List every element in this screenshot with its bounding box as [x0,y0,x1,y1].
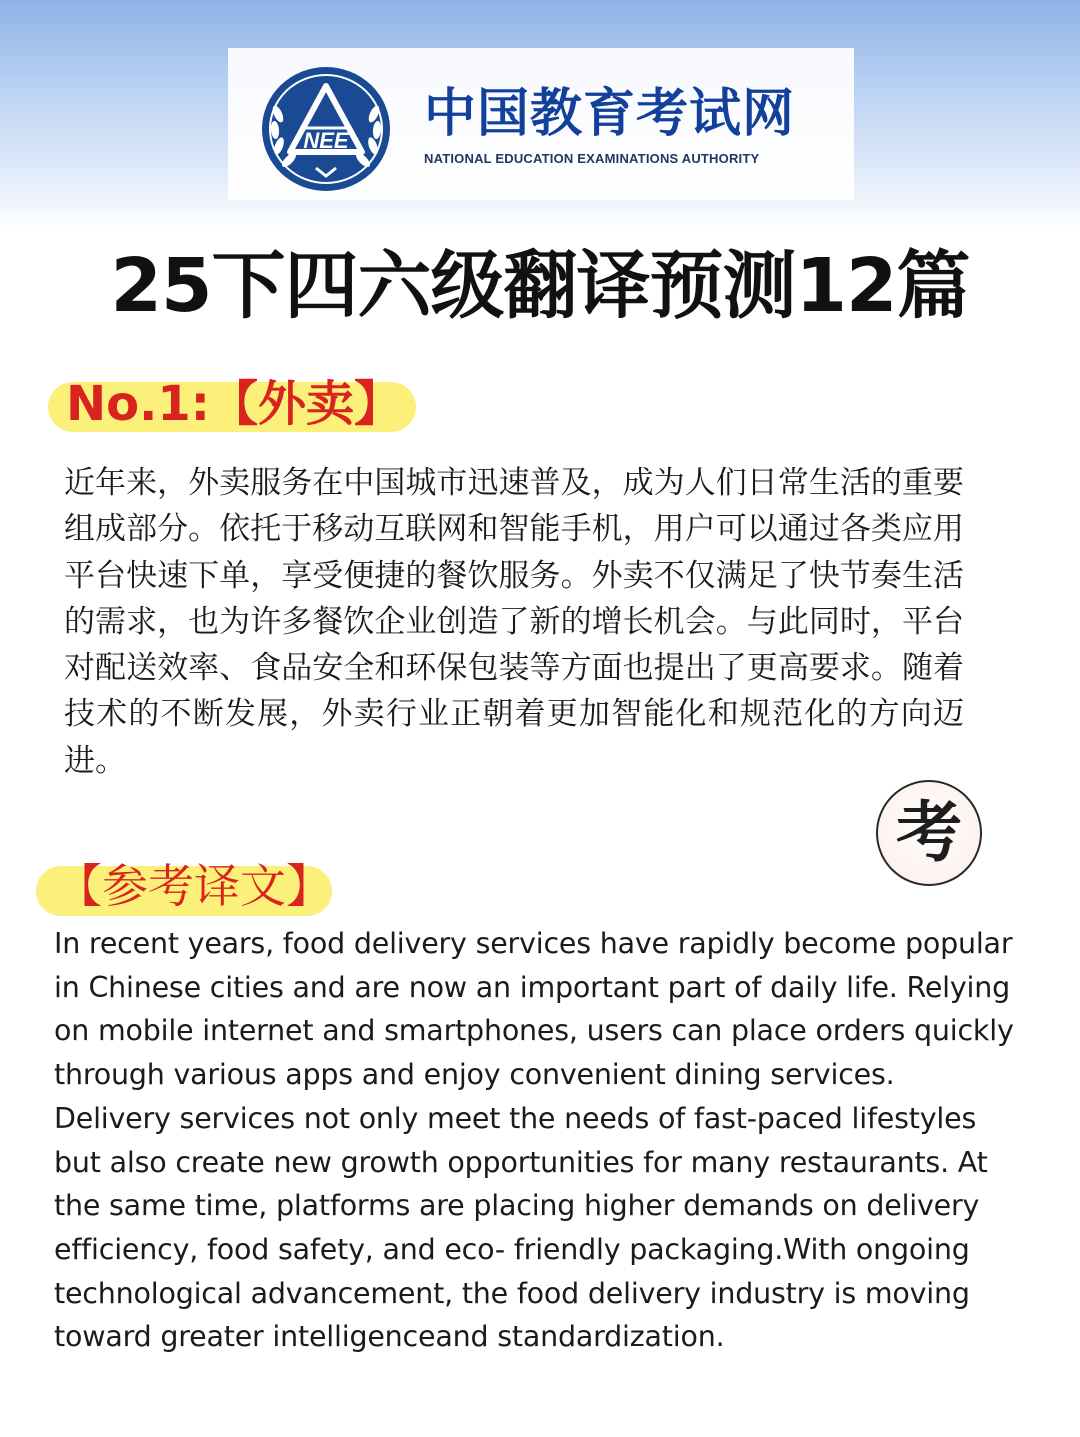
svg-text:NEE: NEE [303,128,349,153]
page-title: 25下四六级翻译预测12篇 [110,243,970,329]
stamp-glyph: 考 [896,793,962,871]
chinese-passage: 近年来，外卖服务在中国城市迅速普及，成为人们日常生活的重要组成部分。依托于移动互联网和智能手机，用户可以通过各类应用平台快速下单，享受便捷的餐饮服务。外卖不仅满足了快节奏生活的需求，也为许多餐饮企业创造了新的增长机会。与此同时，平台对配送效率、食品安全和环保包装等方面也提出了更高要求。随着技术的不断发展，外卖行业正朝着更加智能化和规范化的方向迈进。 [64,465,964,779]
logo-banner [228,48,854,200]
org-name-en: NATIONAL EDUCATION EXAMINATIONS AUTHORITY [424,151,760,166]
english-translation: In recent years, food delivery services have rapidly become popular in Chinese cities and are now an important part of daily life. Relying on mobile internet and smartphones, users can place orders quickly through various apps and enjoy convenient dining services. Delivery services not only meet the needs of fast-paced lifestyles but also create new growth opportunities for many restaurants. At the same time, platforms are placing higher demands on delivery efficiency, food safety, and eco- friendly packaging.With ongoing technological advancement, the food delivery industry is moving toward greater intelligenceand standardization. [54,927,1014,1354]
section-heading-topic: No.1:【外卖】 [66,376,402,432]
org-name-cn: 中国教育考试网 [424,84,796,144]
section-heading-translation: 【参考译文】 [56,859,332,913]
stamp-seal [876,780,982,886]
neea-emblem-icon [258,64,394,194]
